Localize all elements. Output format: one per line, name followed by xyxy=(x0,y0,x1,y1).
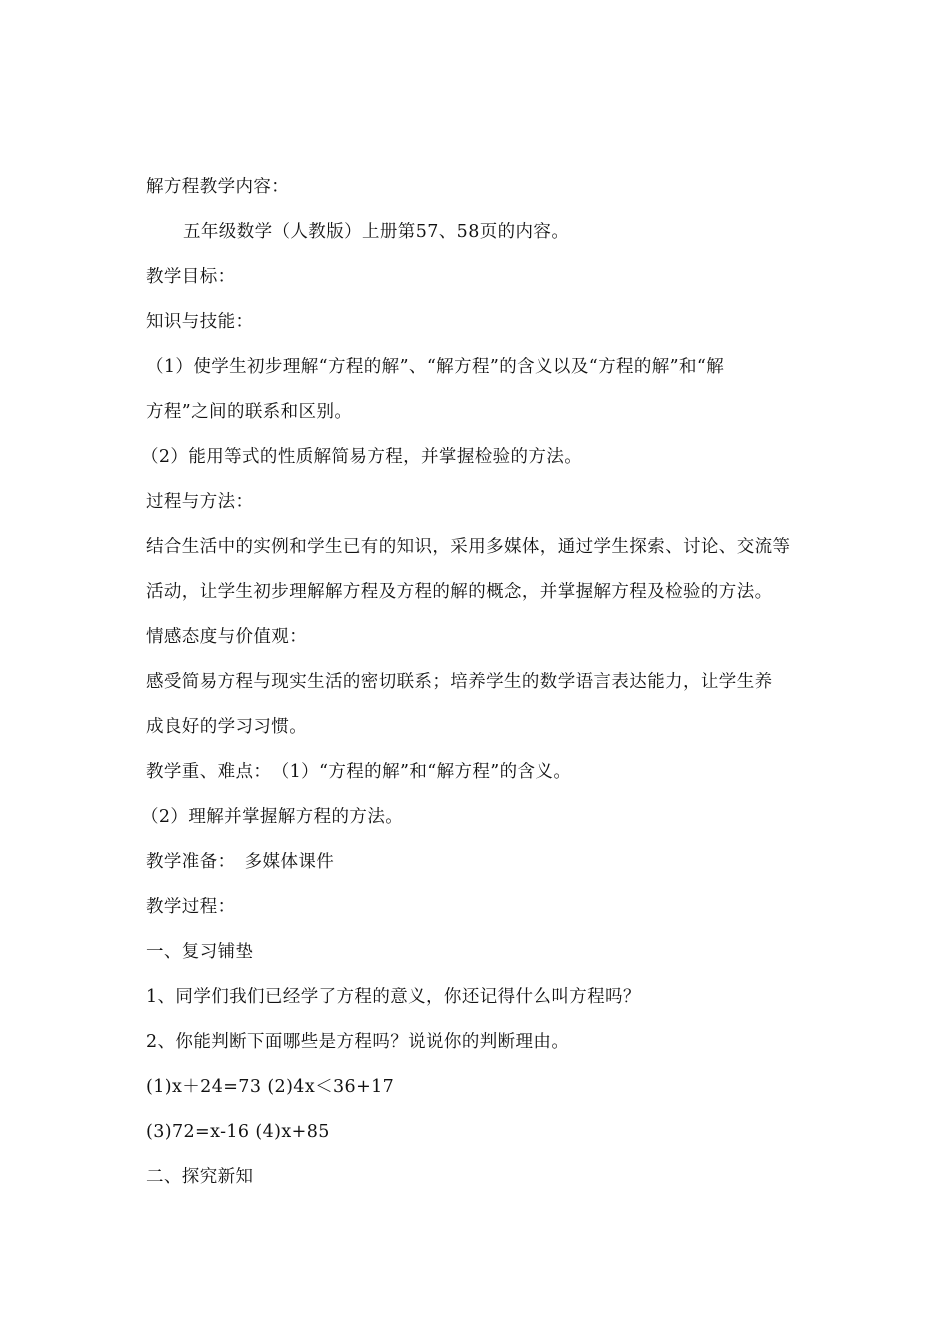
equation-line: (1)x＋24=73 (2)4x＜36+17 xyxy=(146,1077,395,1097)
content-text: 五年级数学（人教版）上册第57、58页的内容。 xyxy=(183,222,570,242)
paragraph-line: 方程”之间的联系和区别。 xyxy=(146,402,353,422)
paragraph-line: （2）理解并掌握解方程的方法。 xyxy=(141,807,404,827)
paragraph-line: 2、你能判断下面哪些是方程吗？说说你的判断理由。 xyxy=(146,1032,570,1052)
section-heading: 一、复习铺垫 xyxy=(146,942,254,962)
paragraph-line: 成良好的学习习惯。 xyxy=(146,717,308,737)
section-heading: 教学过程： xyxy=(146,897,236,917)
subsection-heading: 知识与技能： xyxy=(146,312,254,332)
paragraph-line: 活动，让学生初步理解解方程及方程的解的概念，并掌握解方程及检验的方法。 xyxy=(146,582,773,602)
subsection-heading: 过程与方法： xyxy=(146,492,254,512)
equation-line: (3)72=x-16 (4)x+85 xyxy=(146,1122,330,1142)
paragraph-line: 感受简易方程与现实生活的密切联系；培养学生的数学语言表达能力，让学生养 xyxy=(146,672,773,692)
section-heading: 教学重、难点： （1）“方程的解”和“解方程”的含义。 xyxy=(146,762,572,782)
section-heading: 教学准备： 多媒体课件 xyxy=(146,852,335,872)
paragraph-line: （2）能用等式的性质解简易方程，并掌握检验的方法。 xyxy=(141,447,583,467)
subsection-heading: 情感态度与价值观： xyxy=(146,627,308,647)
paragraph-line: （1）使学生初步理解“方程的解”、“解方程”的含义以及“方程的解”和“解 xyxy=(146,357,725,377)
paragraph-line: 结合生活中的实例和学生已有的知识，采用多媒体，通过学生探索、讨论、交流等 xyxy=(146,537,791,557)
section-heading: 解方程教学内容： xyxy=(146,177,290,197)
section-heading: 二、探究新知 xyxy=(146,1167,254,1187)
section-heading: 教学目标： xyxy=(146,267,236,287)
paragraph-line: 1、同学们我们已经学了方程的意义，你还记得什么叫方程吗？ xyxy=(146,987,641,1007)
